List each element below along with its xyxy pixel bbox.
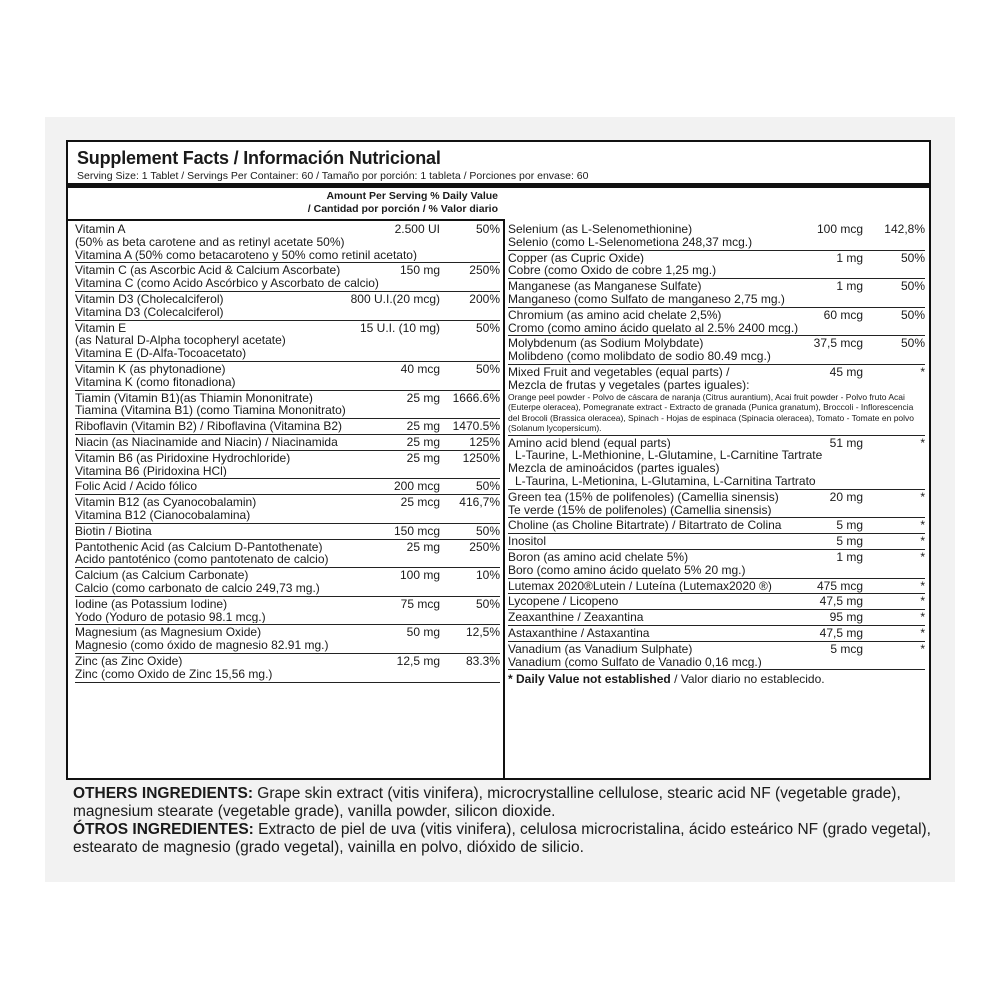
thick-divider <box>68 183 929 188</box>
amount-per-serving: 100 mcg <box>816 222 863 236</box>
nutrient-name: Vitamin B12 (as Cyanocobalamin) <box>75 496 257 509</box>
daily-value: 50% <box>900 336 925 351</box>
amount-per-serving: 475 mcg <box>816 578 863 593</box>
amount-per-serving: 1 mg <box>836 250 863 265</box>
nutrient-name: Mixed Fruit and vegetables (equal parts) / <box>508 365 730 379</box>
other-ingredients-en-text: Grape skin extract (vitis vinifera), microcrystalline cellulose, stearic acid NF (vegetable grade), magnesium stearate (vegetable grade), vanilla powder, silicon dioxide. <box>73 785 901 820</box>
nutrient-row <box>508 336 925 365</box>
nutrient-name: Choline (as Choline Bitartrate) / Bitartrato de Colina <box>508 519 782 533</box>
nutrient-row <box>508 222 925 251</box>
nutrient-name: Calcium (as Calcium Carbonate) <box>75 569 249 582</box>
nutrient-row <box>508 308 925 337</box>
nutrient-name: Copper (as Cupric Oxide) <box>508 251 645 265</box>
nutrient-row <box>508 594 925 610</box>
amount-per-serving: 25 mg <box>406 539 440 554</box>
nutrient-row <box>508 251 925 280</box>
nutrient-row <box>508 550 925 579</box>
nutrient-name: Vitamin D3 (Cholecalciferol) <box>75 292 224 306</box>
daily-value: 50% <box>900 279 925 294</box>
nutrient-name: (50% as beta carotene and as retinyl acetate 50%) <box>75 235 345 249</box>
nutrient-row <box>75 597 500 626</box>
nutrient-row <box>508 490 925 519</box>
nutrient-row <box>75 263 500 292</box>
daily-value: 250% <box>469 263 500 278</box>
nutrient-column-right <box>508 222 925 686</box>
nutrient-name: L-Taurina, L-Metionina, L-Glutamina, L-Carnitina Tartrato <box>515 474 816 488</box>
nutrient-name: Lycopene / Licopeno <box>508 595 619 609</box>
amount-per-serving: 45 mg <box>829 364 863 379</box>
daily-value: 12,5% <box>465 625 500 640</box>
amount-per-serving: 40 mcg <box>400 361 440 376</box>
column-header <box>218 190 498 216</box>
nutrient-name: Selenio (como L-Selenometiona 248,37 mcg.) <box>508 235 753 249</box>
nutrient-row <box>508 279 925 308</box>
nutrient-row <box>75 292 500 321</box>
amount-per-serving: 51 mg <box>829 435 863 450</box>
nutrient-name: Vitamin B6 (as Piridoxine Hydrochloride) <box>75 451 291 465</box>
nutrient-column-left <box>75 222 500 683</box>
nutrient-row <box>75 435 500 451</box>
amount-per-serving: 2.500 UI <box>394 222 440 236</box>
nutrient-name: Pantothenic Acid (as Calcium D-Pantothenate) <box>75 540 323 554</box>
daily-value: * <box>920 641 925 656</box>
amount-per-serving: 75 mcg <box>400 596 440 611</box>
nutrient-name: Molibdeno (como molibdato de sodio 80.49 mcg.) <box>508 350 771 363</box>
nutrient-row <box>75 568 500 597</box>
footnote-rest: / Valor diario no establecido. <box>670 672 825 687</box>
amount-per-serving: 100 mg <box>399 568 440 583</box>
nutrient-name: Vitamina B12 (Cianocobalamina) <box>75 508 251 522</box>
amount-per-serving: 25 mg <box>406 450 440 465</box>
nutrient-name: Calcio (como carbonato de calcio 249,73 mg.) <box>75 581 320 595</box>
daily-value: 50% <box>475 479 500 494</box>
nutrient-row <box>75 321 500 362</box>
nutrient-row <box>75 654 500 683</box>
daily-value: 1250% <box>462 450 500 465</box>
daily-value: 50% <box>475 523 500 538</box>
other-ingredients-en-label: OTHERS INGREDIENTS: <box>73 785 253 802</box>
nutrient-row <box>75 362 500 391</box>
amount-per-serving: 800 U.I.(20 mcg) <box>350 291 440 306</box>
nutrient-row <box>75 451 500 480</box>
daily-value: 1666.6% <box>452 390 500 405</box>
daily-value: * <box>920 489 925 504</box>
amount-per-serving: 37,5 mcg <box>813 336 863 351</box>
nutrient-name: Inositol <box>508 535 547 548</box>
amount-per-serving: 150 mg <box>399 263 440 278</box>
nutrient-name: Amino acid blend (equal parts) <box>508 436 671 450</box>
nutrient-name: Cromo (como amino ácido quelato al 2.5% 2400 mcg.) <box>508 321 799 335</box>
nutrient-name: Zinc (como Oxido de Zinc 15,56 mg.) <box>75 667 273 681</box>
amount-per-serving: 95 mg <box>829 610 863 625</box>
nutrient-name: Mezcla de frutas y vegetales (partes iguales): <box>508 378 750 392</box>
nutrient-name: Lutemax 2020®Lutein / Luteína (Lutemax2020 ®) <box>508 579 772 593</box>
daily-value: 416,7% <box>459 495 500 510</box>
nutrient-name: Vitamina B6 (Piridoxina HCl) <box>75 464 227 478</box>
header-divider <box>68 219 503 221</box>
amount-per-serving: 60 mcg <box>823 307 863 322</box>
amount-per-serving: 25 mg <box>406 434 440 449</box>
daily-value: 200% <box>469 291 500 306</box>
daily-value: 50% <box>900 250 925 265</box>
amount-label: Amount Per Serving % Daily Value <box>326 190 498 202</box>
nutrient-name: Tiamina (Vitamina B1) (como Tiamina Mononitrato) <box>75 404 346 418</box>
other-ingredients-es <box>73 821 943 857</box>
daily-value: 50% <box>900 307 925 322</box>
nutrient-name: Vitamina A (50% como betacaroteno y 50% como retinil acetato) <box>75 248 417 262</box>
amount-label-es: / Cantidad por porción / % Valor diario <box>307 203 498 215</box>
nutrient-name: Vanadium (como Sulfato de Vanadio 0,16 mcg.) <box>508 655 762 669</box>
amount-per-serving: 5 mcg <box>830 641 863 656</box>
nutrient-row <box>508 518 925 534</box>
panel-title: Supplement Facts / Información Nutricional <box>77 148 441 168</box>
amount-per-serving: 5 mg <box>836 534 863 549</box>
amount-per-serving: 47,5 mg <box>819 625 863 640</box>
nutrient-row <box>75 419 500 435</box>
amount-per-serving: 47,5 mg <box>819 594 863 609</box>
nutrient-name: Vitamin A <box>75 223 126 236</box>
nutrient-name: L-Taurine, L-Methionine, L-Glutamine, L-Carnitine Tartrate <box>515 449 823 463</box>
amount-per-serving: 20 mg <box>829 489 863 504</box>
nutrient-row <box>75 625 500 654</box>
footnote-bold: * Daily Value not established <box>508 672 671 687</box>
column-divider <box>503 219 505 778</box>
supplement-facts-panel <box>66 140 931 780</box>
daily-value: * <box>920 625 925 640</box>
other-ingredients <box>73 785 943 857</box>
nutrient-name: Riboflavin (Vitamin B2) / Riboflavina (Vitamina B2) <box>75 420 343 433</box>
nutrient-row <box>508 579 925 595</box>
footnote <box>508 670 925 686</box>
nutrient-name: Folic Acid / Acido fólico <box>75 480 198 494</box>
amount-per-serving: 5 mg <box>836 518 863 533</box>
nutrient-row <box>75 222 500 263</box>
nutrient-name: Acido pantoténico (como pantotenato de calcio) <box>75 553 329 567</box>
nutrient-name: Zinc (as Zinc Oxide) <box>75 654 183 668</box>
nutrient-name: Vitamina C (como Acido Ascórbico y Ascorbato de calcio) <box>75 277 379 290</box>
nutrient-name: Vitamina E (D-Alfa-Tocoacetato) <box>75 347 247 360</box>
daily-value: 83.3% <box>465 653 500 668</box>
daily-value: * <box>920 594 925 609</box>
nutrient-name: Manganese (as Manganese Sulfate) <box>508 280 702 293</box>
other-ingredients-es-label: ÓTROS INGREDIENTES: <box>73 821 254 838</box>
amount-per-serving: 50 mg <box>406 625 440 640</box>
nutrient-row <box>75 524 500 540</box>
nutrient-name: Vitamin K (as phytonadione) <box>75 362 226 376</box>
daily-value: 250% <box>469 539 500 554</box>
daily-value: * <box>920 610 925 625</box>
nutrient-name: Green tea (15% de polifenoles) (Camellia sinensis) <box>508 490 779 504</box>
nutrient-name: Vitamina K (como fitonadiona) <box>75 375 236 389</box>
nutrient-row <box>508 626 925 642</box>
nutrient-name: Yodo (Yoduro de potasio 98.1 mcg.) <box>75 610 266 624</box>
amount-per-serving: 1 mg <box>836 549 863 564</box>
daily-value: * <box>920 534 925 549</box>
daily-value: 50% <box>475 361 500 376</box>
nutrient-row <box>75 391 500 420</box>
amount-per-serving: 200 mcg <box>393 479 440 494</box>
nutrient-name: Mezcla de aminoácidos (partes iguales) <box>508 462 720 475</box>
daily-value: 142,8% <box>884 222 925 236</box>
nutrient-name: Tiamin (Vitamin B1)(as Thiamin Mononitrate) <box>75 391 313 405</box>
nutrient-name: Selenium (as L-Selenomethionine) <box>508 223 693 236</box>
nutrient-row <box>508 642 925 671</box>
daily-value: 125% <box>469 434 500 449</box>
nutrient-name: Vitamina D3 (Colecalciferol) <box>75 305 224 319</box>
nutrient-name: Chromium (as amino acid chelate 2,5%) <box>508 308 722 322</box>
nutrient-row <box>75 540 500 569</box>
nutrient-name: Iodine (as Potassium Iodine) <box>75 597 228 611</box>
amount-per-serving: 150 mcg <box>393 523 440 538</box>
nutrient-name: Manganeso (como Sulfato de manganeso 2,75 mg.) <box>508 292 785 306</box>
nutrient-row <box>508 365 925 436</box>
nutrient-name: Biotin / Biotina <box>75 524 152 538</box>
nutrient-row <box>75 495 500 524</box>
nutrient-name: Boro (como amino ácido quelato 5% 20 mg.) <box>508 563 746 577</box>
amount-per-serving: 25 mg <box>406 390 440 405</box>
nutrient-name: Boron (as amino acid chelate 5%) <box>508 550 689 564</box>
amount-per-serving: 1 mg <box>836 279 863 294</box>
daily-value: * <box>920 518 925 533</box>
nutrient-name: Magnesium (as Magnesium Oxide) <box>75 626 262 640</box>
nutrient-name: Zeaxanthine / Zeaxantina <box>508 611 644 624</box>
nutrient-name: Niacin (as Niacinamide and Niacin) / Niacinamida <box>75 435 338 449</box>
daily-value: 1470.5% <box>452 419 500 434</box>
nutrient-name: Cobre (como Oxido de cobre 1,25 mg.) <box>508 264 717 278</box>
daily-value: 10% <box>475 568 500 583</box>
nutrient-name: (as Natural D-Alpha tocopheryl acetate) <box>75 334 286 348</box>
nutrient-name: Vitamin E <box>75 321 127 335</box>
blend-ingredients: Orange peel powder - Polvo de cáscara de naranja (Citrus aurantium), Acai fruit powder - Polvo fruto Acai (Euterpe oleracea), Pomegranate extract - Extracto de granada (Punica granatum), Broccoli - Inflorescencia del Brocoli (Brassica oleracea), Spinach - Hojas de espinaca (Spinacia oleracea), Tomato - Tomate en polvo (Solanum lycopersicum). <box>508 391 915 434</box>
nutrient-name: Astaxanthine / Astaxantina <box>508 626 650 640</box>
nutrient-row <box>508 610 925 626</box>
daily-value: * <box>920 364 925 379</box>
daily-value: * <box>920 549 925 564</box>
daily-value: 50% <box>475 320 500 335</box>
amount-per-serving: 12,5 mg <box>396 653 440 668</box>
nutrient-name: Magnesio (como óxido de magnesio 82.91 mg.) <box>75 639 329 652</box>
daily-value: * <box>920 578 925 593</box>
daily-value: * <box>920 435 925 450</box>
nutrient-row <box>75 479 500 495</box>
amount-per-serving: 25 mcg <box>400 495 440 510</box>
nutrient-name: Vanadium (as Vanadium Sulphate) <box>508 642 693 656</box>
serving-size: Serving Size: 1 Tablet / Servings Per Container: 60 / Tamaño por porción: 1 tableta / Porciones por envase: 60 <box>77 170 589 182</box>
amount-per-serving: 15 U.I. (10 mg) <box>359 320 440 335</box>
daily-value: 50% <box>475 222 500 236</box>
daily-value: 50% <box>475 596 500 611</box>
nutrient-name: Te verde (15% de polifenoles) (Camellia sinensis) <box>508 503 772 517</box>
nutrient-name: Vitamin C (as Ascorbic Acid & Calcium Ascorbate) <box>75 264 341 278</box>
nutrient-row <box>508 534 925 550</box>
other-ingredients-en <box>73 785 943 821</box>
other-ingredients-es-text: Extracto de piel de uva (vitis vinifera), celulosa microcristalina, ácido esteárico NF (grado vegetal), estearato de magnesio (grado vegetal), vainilla en polvo, dióxido de silicio. <box>73 821 931 856</box>
nutrient-row <box>508 436 925 490</box>
amount-per-serving: 25 mg <box>406 419 440 434</box>
nutrient-name: Molybdenum (as Sodium Molybdate) <box>508 337 704 351</box>
